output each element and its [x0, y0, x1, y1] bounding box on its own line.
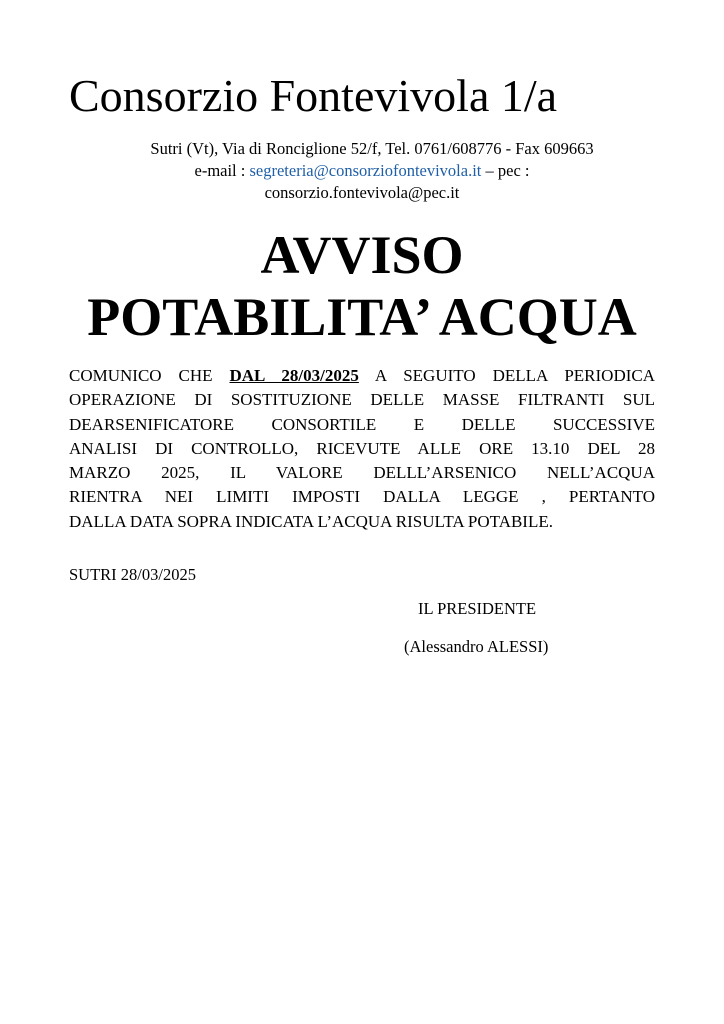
contact-block [0, 138, 724, 204]
notice-title [0, 224, 724, 348]
signature-name: (Alessandro ALESSI) [404, 637, 549, 656]
place-date: SUTRI 28/03/2025 [69, 565, 196, 584]
body-line-7: DALLA DATA SOPRA INDICATA L’ACQUA RISULTA POTABILE. [69, 511, 553, 531]
effective-date: DAL 28/03/2025 [229, 366, 359, 385]
pec-label: – pec : [481, 161, 530, 180]
signature-role: IL PRESIDENTE [418, 599, 537, 618]
organization-name: Consorzio Fontevivola 1/a [69, 70, 558, 121]
email-link[interactable]: segreteria@consorziofontevivola.it [249, 161, 482, 180]
body-line-1-end: A SEGUITO DELLA PERIODICA [358, 366, 655, 385]
email-label: e-mail : [194, 161, 250, 180]
body-line-6: RIENTRA NEI LIMITI IMPOSTI DALLA LEGGE , PERTANTO [69, 487, 655, 507]
notice-title-line2: POTABILITA’ ACQUA [87, 287, 637, 347]
address-line: Sutri (Vt), Via di Ronciglione 52/f, Tel. 0761/608776 - Fax 609663 [150, 139, 594, 158]
notice-title-line1: AVVISO [260, 225, 464, 285]
body-line-3: DEARSENIFICATORE CONSORTILE E DELLE SUCCESSIVE [69, 414, 655, 434]
pec-address: consorzio.fontevivola@pec.it [264, 183, 460, 202]
body-line-1 [69, 364, 655, 388]
notice-body [69, 364, 655, 534]
email-line [0, 160, 724, 182]
body-line-4: ANALISI DI CONTROLLO, RICEVUTE ALLE ORE 13.10 DEL 28 [69, 438, 655, 458]
body-line-2: OPERAZIONE DI SOSTITUZIONE DELLE MASSE FILTRANTI SUL [69, 390, 655, 410]
body-line-1-start: COMUNICO CHE [69, 366, 230, 385]
body-line-5: MARZO 2025, IL VALORE DELLL’ARSENICO NELL’ACQUA [69, 463, 655, 483]
